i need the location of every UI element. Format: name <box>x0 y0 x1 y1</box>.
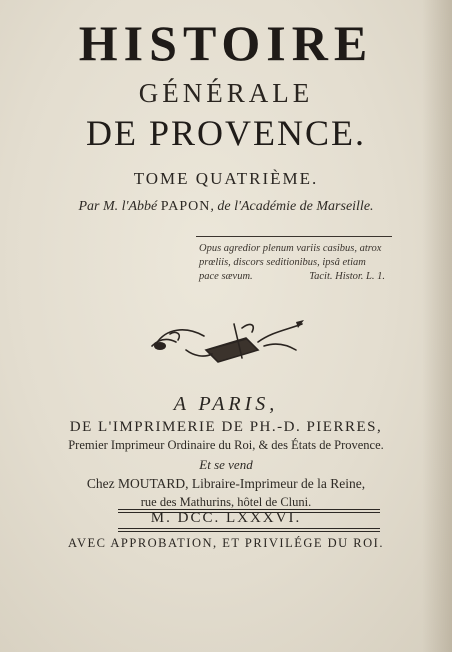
imprint-date: M. DCC. LXXXVI. <box>150 510 302 526</box>
epigraph-line-3-row <box>199 270 389 284</box>
imprint-privilege: AVEC APPROBATION, ET PRIVILÉGE DU ROI. <box>68 536 384 550</box>
double-rule-bottom <box>118 528 380 532</box>
epigraph <box>199 242 389 284</box>
author-line <box>0 199 452 215</box>
imprint-city: A PARIS, <box>173 393 279 415</box>
epigraph-line-3: pace sævum. <box>199 271 253 282</box>
epigraph-line-2: prœliis, discors seditionibus, ipsâ etiam <box>199 257 366 268</box>
title-de-provence: DE PROVENCE. <box>85 113 366 153</box>
volume-label: TOME QUATRIÈME. <box>133 169 319 188</box>
imprint-sold: Et se vend <box>199 457 253 472</box>
author-prefix: Par M. l'Abbé <box>78 199 161 214</box>
imprint-seller: Chez MOUTARD, Libraire-Imprimeur de la Reine, <box>86 476 366 491</box>
epigraph-source: Tacit. Histor. L. 1. <box>309 271 385 282</box>
epigraph-line-1: Opus agredior plenum variis casibus, atrox <box>199 243 382 254</box>
title-generale: GÉNÉRALE <box>138 78 314 108</box>
author-suffix: , de l'Académie de Marseille. <box>210 199 374 214</box>
epigraph-rule <box>196 236 392 237</box>
imprint-address: rue des Mathurins, hôtel de Cluni. <box>140 495 312 509</box>
imprint-printer: DE L'IMPRIMERIE DE PH.-D. PIERRES, <box>69 419 383 435</box>
author-name: PAPON <box>160 199 211 214</box>
imprint-printer-title: Premier Imprimeur Ordinaire du Roi, & des États de Provence. <box>68 438 384 452</box>
title-histoire: HISTOIRE <box>78 15 374 71</box>
printers-ornament-icon <box>146 316 306 366</box>
